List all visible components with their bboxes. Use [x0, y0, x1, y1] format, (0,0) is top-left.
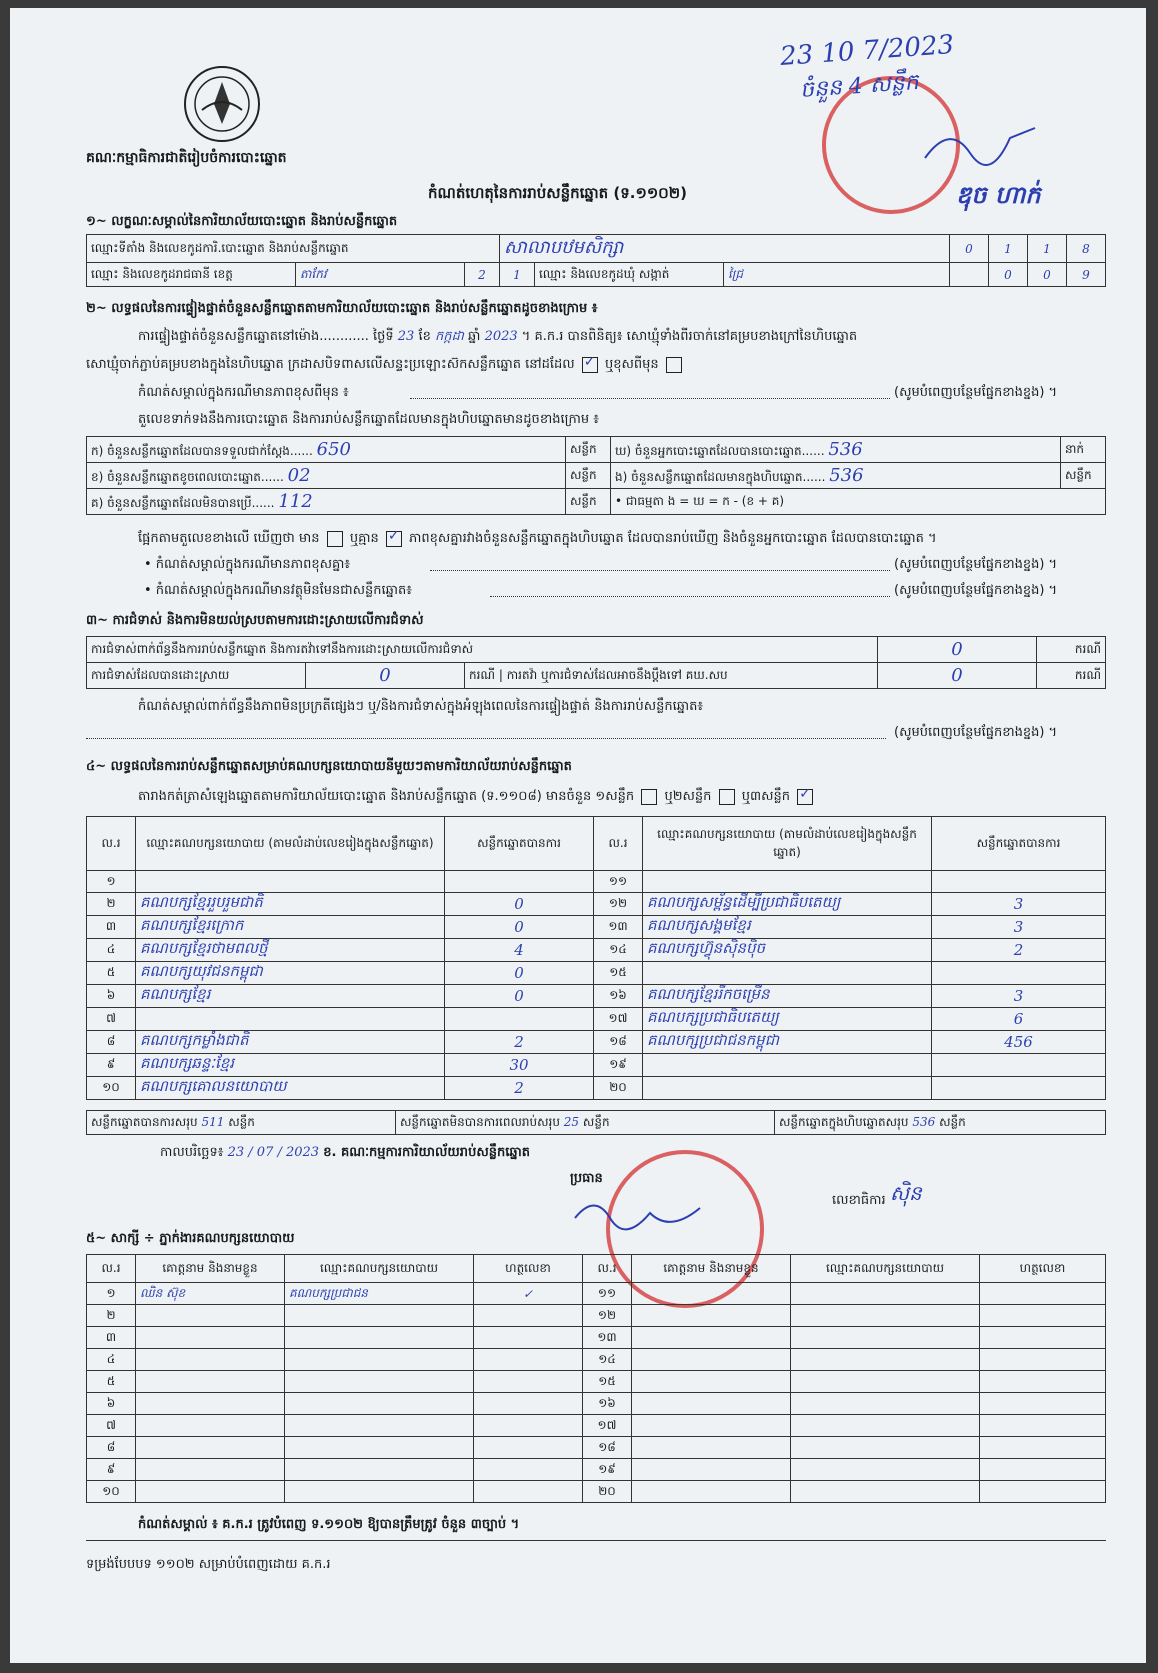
- section-2-intro-line2: [86, 356, 685, 375]
- witness-signature: [474, 1393, 583, 1415]
- row-number: ១៧: [594, 1008, 643, 1031]
- handwritten-month: កក្កដា: [435, 329, 464, 344]
- fill-hint: (សូមបំពេញបន្ថែមផ្នែកខាងខ្នង) ។: [894, 583, 1058, 598]
- row-number: ៦: [87, 1393, 136, 1415]
- witness-signature: [474, 1305, 583, 1327]
- party-votes: 0: [445, 916, 594, 939]
- intro-text: ខែ: [418, 329, 431, 344]
- party-row: [87, 916, 1106, 939]
- row-number: ៨: [87, 1437, 136, 1459]
- witness-name: [136, 1415, 285, 1437]
- row-number: ១៦: [594, 985, 643, 1008]
- party-row: [87, 985, 1106, 1008]
- witness-signature: [474, 1481, 583, 1503]
- col-name-header: គោត្តនាម និងនាមខ្លួន: [136, 1255, 285, 1283]
- row-number: ១២: [594, 893, 643, 916]
- compare-text: ភាពខុសគ្នារវាងចំនួនសន្លឹកឆ្នោតក្នុងហិបឆ្នោត ដែលបានរាប់ឃើញ និងចំនួនអ្នកបោះឆ្នោត ដែលបានបោះឆ្នោត ។: [409, 531, 937, 546]
- witness-name: [136, 1437, 285, 1459]
- note-label: កំណត់សម្គាល់ក្នុងករណីមានភាពខុសពីមុន ៖: [138, 385, 349, 400]
- complaints-table: ការជំទាស់ពាក់ព័ន្ធនឹងការរាប់សន្លឹកឆ្នោត និងការតវ៉ាទៅនឹងការដោះស្រាយលើការជំទាស់ 0 ករណី ការជំទាស់ដែលបានដោះស្រាយ 0 ករណី | ការតវ៉ា ឬការជំទាស់ដែលអាចនឹងប្តឹងទៅ គឃ.សប 0 ករណី: [86, 636, 1106, 689]
- witness-party: [285, 1437, 474, 1459]
- witness-party: [791, 1327, 980, 1349]
- row-number: ១៤: [594, 939, 643, 962]
- results-totals: [86, 1110, 1106, 1135]
- section-2-intro: [138, 328, 857, 347]
- unit-label: ករណី: [469, 667, 496, 682]
- party-votes: 0: [445, 893, 594, 916]
- polling-station-name: សាលាបឋមសិក្សា: [500, 235, 950, 263]
- party-name: គណបក្សយុវជនកម្ពុជា: [136, 962, 445, 985]
- witness-party: [285, 1393, 474, 1415]
- party-votes: [445, 871, 594, 893]
- tally-text: ឬ៣សន្លឹក: [741, 789, 790, 804]
- ballots-received-label: ក) ចំនួនសន្លឹកឆ្នោតដែលបានទទួលជាក់ស្តែង......: [91, 443, 313, 458]
- witness-signature: [474, 1327, 583, 1349]
- col-sign-header: ហត្ថលេខា: [980, 1255, 1106, 1283]
- witness-name: [136, 1327, 285, 1349]
- witness-party: គណបក្សប្រជាជន: [285, 1283, 474, 1305]
- row-number: ១២: [583, 1305, 632, 1327]
- commune-name: ជ្រៃ: [724, 263, 950, 287]
- office-label: ខ. គណៈកម្មការការិយាល័យរាប់សន្លឹកឆ្នោត: [323, 1145, 530, 1160]
- row-number: ៩: [87, 1459, 136, 1481]
- party-name: គណបក្សខ្មែររីកចម្រើន: [643, 985, 932, 1008]
- party-row: [87, 1054, 1106, 1077]
- witness-row: [87, 1349, 1106, 1371]
- form-title: កំណត់ហេតុនៃការរាប់សន្លឹកឆ្នោត (ទ.១១០២): [428, 184, 688, 202]
- handwritten-year: 2023: [484, 329, 518, 344]
- party-row: [87, 962, 1106, 985]
- unused-ballots-value: 112: [278, 490, 313, 512]
- party-name: គណបក្សខ្មែរថាមពលថ្មី: [136, 939, 445, 962]
- row-number: ២០: [583, 1481, 632, 1503]
- station-code-digit: 0: [950, 235, 989, 263]
- checkbox-3-sheets[interactable]: [797, 789, 813, 805]
- commune-code-digit: 0: [1028, 263, 1067, 287]
- row-number: ៤: [87, 1349, 136, 1371]
- unit-label: សន្លឹក: [566, 489, 611, 515]
- intro-text: ។ គ.ក.រ បានពិនិត្យ៖ សោឃ្មុំទាំងពីរចាក់នៅគម្របខាងក្រៅនៃហិបឆ្នោត: [521, 329, 858, 344]
- commission-name: គណៈកម្មាធិការជាតិរៀបចំការបោះឆ្នោត: [86, 150, 287, 166]
- party-results-table: [86, 816, 1106, 1100]
- witness-party: [791, 1415, 980, 1437]
- witness-signature: [474, 1415, 583, 1437]
- unit-label: ករណី: [1037, 637, 1106, 663]
- section-2-heading: ២~ លទ្ធផលនៃការផ្ទៀងផ្ទាត់ចំនួនសន្លឹកឆ្នោតតាមការិយាល័យបោះឆ្នោត និងរាប់សន្លឹកឆ្នោតដូចខាងក្រោម ៖: [86, 301, 598, 316]
- unit-label: សន្លឹក: [566, 463, 611, 489]
- commune-code-digit: 9: [1067, 263, 1106, 287]
- handwritten-date-note: 23 10 7/2023: [779, 29, 956, 73]
- witness-row: [87, 1371, 1106, 1393]
- voters-voted-value: 536: [828, 438, 863, 460]
- total-invalid-label: សន្លឹកឆ្នោតមិនបានការពេលរាប់សរុប: [400, 1114, 560, 1129]
- unused-ballots-label: គ) ចំនួនសន្លឹកឆ្នោតដែលមិនបានប្រើ......: [91, 495, 275, 510]
- row-number: ១: [87, 1283, 136, 1305]
- note-line-different: [138, 384, 349, 403]
- witness-party: [791, 1371, 980, 1393]
- spoiled-ballots-value: 02: [287, 464, 311, 486]
- party-votes: 0: [445, 962, 594, 985]
- col-votes-header: សន្លឹកឆ្នោតបានការ: [445, 817, 594, 871]
- col-no-header: ល.រ: [87, 817, 136, 871]
- party-name: គណបក្សប្រជាធិបតេយ្យ: [643, 1008, 932, 1031]
- comparison-line: [138, 530, 937, 549]
- witness-party: [791, 1481, 980, 1503]
- voters-voted-label: ឃ) ចំនួនអ្នកបោះឆ្នោតដែលបានបោះឆ្នោត......: [615, 443, 825, 458]
- witness-name: [632, 1393, 791, 1415]
- witness-signature: [980, 1437, 1106, 1459]
- station-code-digit: 8: [1067, 235, 1106, 263]
- intro-text: ការផ្ទៀងផ្ទាត់ចំនួនសន្លឹកឆ្នោតនៅម៉ោង............ ថ្ងៃទី: [138, 329, 394, 344]
- footer-form-id: ទម្រង់បែបបទ ១១០២ សម្រាប់បំពេញដោយ គ.ក.រ: [86, 1557, 331, 1572]
- party-votes: [932, 962, 1106, 985]
- col-no-header: ល.រ: [594, 817, 643, 871]
- checkbox-2-sheets[interactable]: [719, 789, 735, 805]
- witness-signature: [474, 1349, 583, 1371]
- date-value: 23 / 07 / 2023: [227, 1145, 320, 1160]
- row-number: ៣: [87, 916, 136, 939]
- numbers-below-label: តួលេខទាក់ទងនឹងការបោះឆ្នោត និងការរាប់សន្លឹកឆ្នោតដែលមានក្នុងហិបឆ្នោតមានដូចខាងក្រោម ៖: [138, 412, 599, 427]
- witness-party: [285, 1349, 474, 1371]
- row-number: ១៣: [594, 916, 643, 939]
- party-name: គណបក្សខ្មែរ: [136, 985, 445, 1008]
- party-name: [136, 1008, 445, 1031]
- checkbox-no-difference[interactable]: [386, 531, 402, 547]
- referred-label: ការតវ៉ា ឬការជំទាស់ដែលអាចនឹងប្តឹងទៅ គឃ.សប: [506, 667, 728, 682]
- total-valid-value: 511: [201, 1114, 225, 1129]
- party-name: គណបក្សគោលនយោបាយ: [136, 1077, 445, 1100]
- handwritten-day: 23: [397, 329, 415, 344]
- compare-text: ឬគ្មាន: [349, 531, 379, 546]
- polling-station-label: ឈ្មោះទីតាំង និងលេខកូដការិ.បោះឆ្នោត និងរាប់សន្លឹកឆ្នោត: [87, 235, 500, 263]
- witness-name: [136, 1459, 285, 1481]
- tally-text: តារាងកត់ត្រាសំឡេងឆ្នោតតាមការិយាល័យបោះឆ្នោត និងរាប់សន្លឹកឆ្នោត (ទ.១១០៨) មានចំនួន ១សន្លឹក: [138, 789, 635, 804]
- row-number: ១៨: [583, 1437, 632, 1459]
- total-invalid-value: 25: [563, 1114, 580, 1129]
- party-name: [643, 1077, 932, 1100]
- ballots-received-value: 650: [316, 438, 351, 460]
- party-votes: 4: [445, 939, 594, 962]
- unit-label: សន្លឹក: [228, 1114, 255, 1129]
- witness-signature: [980, 1349, 1106, 1371]
- witness-row: [87, 1327, 1106, 1349]
- resolved-value: 0: [306, 663, 465, 689]
- row-number: ១៣: [583, 1327, 632, 1349]
- row-number: ៩: [87, 1054, 136, 1077]
- total-box-label: សន្លឹកឆ្នោតក្នុងហិបឆ្នោតសរុប: [779, 1114, 909, 1129]
- party-row: [87, 893, 1106, 916]
- witness-signature: ✓: [474, 1283, 583, 1305]
- party-votes: [932, 1054, 1106, 1077]
- witness-party: [791, 1283, 980, 1305]
- party-votes: 30: [445, 1054, 594, 1077]
- signing-date-line: [160, 1144, 530, 1163]
- witness-signature: [980, 1481, 1106, 1503]
- witness-name: [632, 1305, 791, 1327]
- section-1-heading: ១~ លក្ខណៈសម្គាល់នៃការិយាល័យបោះឆ្នោត និងរាប់សន្លឹកឆ្នោត: [86, 214, 398, 229]
- witness-party: [791, 1349, 980, 1371]
- row-number: ១៦: [583, 1393, 632, 1415]
- checkbox-same-seal[interactable]: [582, 357, 598, 373]
- witness-party: [285, 1371, 474, 1393]
- witness-name: [632, 1481, 791, 1503]
- party-row: [87, 1031, 1106, 1054]
- resolved-label: ការជំទាស់ដែលបានដោះស្រាយ: [87, 663, 306, 689]
- row-number: ២០: [594, 1077, 643, 1100]
- tally-text: ឬ២សន្លឹក: [664, 789, 712, 804]
- witness-name: [632, 1327, 791, 1349]
- row-number: ៥: [87, 962, 136, 985]
- handwritten-signer-name: ឌុច ហាក់: [956, 180, 1041, 209]
- party-votes: 456: [932, 1031, 1106, 1054]
- station-code-digit: 1: [1028, 235, 1067, 263]
- unit-label: សន្លឹក: [939, 1114, 966, 1129]
- witness-row: [87, 1393, 1106, 1415]
- col-party-header: ឈ្មោះគណបក្សនយោបាយ: [285, 1255, 474, 1283]
- unit-label: ករណី: [1037, 663, 1106, 689]
- party-row: [87, 871, 1106, 893]
- col-party-header: ឈ្មោះគណបក្សនយោបាយ: [791, 1255, 980, 1283]
- witness-signature: [980, 1305, 1106, 1327]
- witness-signature: [474, 1437, 583, 1459]
- witness-name: [632, 1349, 791, 1371]
- witness-signature: [980, 1283, 1106, 1305]
- intro-text: ឬខុសពីមុន: [604, 357, 659, 372]
- witness-row: [87, 1481, 1106, 1503]
- party-name: គណបក្សឆន្ទៈខ្មែរ: [136, 1054, 445, 1077]
- witness-name: [136, 1393, 285, 1415]
- row-number: ២: [87, 893, 136, 916]
- complaints-related-label: ការជំទាស់ពាក់ព័ន្ធនឹងការរាប់សន្លឹកឆ្នោត និងការតវ៉ាទៅនឹងការដោះស្រាយលើការជំទាស់: [87, 637, 878, 663]
- note-non-ballot: • កំណត់សម្គាល់ក្នុងករណីមានវត្ថុមិនមែនជាសន្លឹកឆ្នោត៖: [144, 583, 412, 598]
- row-number: ៧: [87, 1008, 136, 1031]
- witness-signature: [980, 1327, 1106, 1349]
- witness-row: [87, 1305, 1106, 1327]
- witness-party: [791, 1393, 980, 1415]
- witness-name: [136, 1305, 285, 1327]
- witness-signature: [980, 1393, 1106, 1415]
- section-4-heading: ៤~ លទ្ធផលនៃការរាប់សន្លឹកឆ្នោតសម្រាប់គណបក្សនយោបាយនីមួយៗតាមការិយាល័យរាប់សន្លឹកឆ្នោត: [86, 759, 572, 774]
- signature-top: [920, 118, 1040, 178]
- province-code-digit: 2: [465, 263, 500, 287]
- row-number: ៦: [87, 985, 136, 1008]
- row-number: ១៧: [583, 1415, 632, 1437]
- party-votes: 3: [932, 893, 1106, 916]
- row-number: ៤: [87, 939, 136, 962]
- witness-party: [791, 1305, 980, 1327]
- total-valid-label: សន្លឹកឆ្នោតបានការសរុប: [91, 1114, 198, 1129]
- unit-label: នាក់: [1061, 437, 1106, 463]
- party-votes: 0: [445, 985, 594, 1008]
- witness-name: ឈិន ស៊ុខ: [136, 1283, 285, 1305]
- witness-name: [632, 1283, 791, 1305]
- section-1-table: [86, 234, 1106, 287]
- col-name-header: គោត្តនាម និងនាមខ្លួន: [632, 1255, 791, 1283]
- footer-note: កំណត់សម្គាល់ ៖ គ.ក.រ ត្រូវបំពេញ ទ.១១០២ ឱ្យបានត្រឹមត្រូវ ចំនួន ៣ច្បាប់ ។: [138, 1517, 520, 1532]
- section-3-heading: ៣~ ការជំទាស់ និងការមិនយល់ស្របតាមការដោះស្រាយលើការជំទាស់: [86, 613, 424, 628]
- secretary-label: លេខាធិការ: [832, 1193, 886, 1208]
- party-row: [87, 1008, 1106, 1031]
- spoiled-ballots-label: ខ) ចំនួនសន្លឹកឆ្នោតខូចពេលបោះឆ្នោត......: [91, 469, 284, 484]
- party-name: គណបក្សសម្ព័ន្ធដើម្បីប្រជាធិបតេយ្យ: [643, 893, 932, 916]
- row-number: ១០: [87, 1077, 136, 1100]
- province-name: តាកែវ: [296, 263, 465, 287]
- form-sheet: [10, 8, 1146, 1663]
- row-number: ១: [87, 871, 136, 893]
- referred-value: 0: [878, 663, 1037, 689]
- party-row: [87, 1077, 1106, 1100]
- row-number: ១៨: [594, 1031, 643, 1054]
- party-votes: [932, 1077, 1106, 1100]
- intro-text: ឆ្នាំ: [468, 329, 481, 344]
- intro-text: សោឃ្មុំចាក់ភ្ជាប់គម្របខាងក្នុងនៃហិបឆ្នោត ក្រដាសបិទពាសលើសន្ទះប្រឡោះស៊កសន្លឹកឆ្នោត នៅដដែល: [86, 357, 575, 372]
- checkbox-1-sheet[interactable]: [641, 789, 657, 805]
- total-box-value: 536: [912, 1114, 936, 1129]
- fill-hint: (សូមបំពេញបន្ថែមផ្នែកខាងខ្នង) ។: [894, 557, 1058, 572]
- witness-row: [87, 1415, 1106, 1437]
- row-number: ១៩: [594, 1054, 643, 1077]
- party-name: គណបក្សខ្មែររួបរួមជាតិ: [136, 893, 445, 916]
- unit-label: សន្លឹក: [566, 437, 611, 463]
- note-irregularities: កំណត់សម្គាល់ពាក់ព័ន្ធនឹងភាពមិនប្រក្រតីផ្សេងៗ ឬ/និងការជំទាស់ក្នុងអំឡុងពេលនៃការផ្ទៀងផ្ទាត់ និងការរាប់សន្លឹកឆ្នោត៖: [138, 699, 704, 714]
- tally-sheet-line: [138, 788, 816, 807]
- province-code-digit: 1: [500, 263, 535, 287]
- col-votes-header: សន្លឹកឆ្នោតបានការ: [932, 817, 1106, 871]
- row-number: ៧: [87, 1415, 136, 1437]
- witness-name: [136, 1371, 285, 1393]
- witness-row: [87, 1437, 1106, 1459]
- row-number: ៣: [87, 1327, 136, 1349]
- commission-emblem: [182, 64, 262, 144]
- handwritten-note-line2: ចំនួន 4 សន្លឹក: [799, 69, 920, 104]
- row-number: ១៩: [583, 1459, 632, 1481]
- col-party-header: ឈ្មោះគណបក្សនយោបាយ (តាមលំដាប់លេខរៀងក្នុងសន្លឹកឆ្នោត): [136, 817, 445, 871]
- witness-name: [136, 1481, 285, 1503]
- row-number: ៥: [87, 1371, 136, 1393]
- row-number: ១៤: [583, 1349, 632, 1371]
- date-label: កាលបរិច្ឆេទ៖: [160, 1145, 224, 1160]
- commune-code-digit: 0: [989, 263, 1028, 287]
- party-name: គណបក្សប្រជាជនកម្ពុជា: [643, 1031, 932, 1054]
- ballots-in-box-value: 536: [829, 464, 864, 486]
- col-party-header: ឈ្មោះគណបក្សនយោបាយ (តាមលំដាប់លេខរៀងក្នុងសន្លឹកឆ្នោត): [643, 817, 932, 871]
- checkbox-has-difference[interactable]: [327, 531, 343, 547]
- witness-signature: [980, 1371, 1106, 1393]
- witness-party: [285, 1415, 474, 1437]
- row-number: ១១: [583, 1283, 632, 1305]
- row-number: ១១: [594, 871, 643, 893]
- party-name: គណបក្សហ៊្វុនស៊ិនប៉ិច: [643, 939, 932, 962]
- compare-text: ផ្អែកតាមតួលេខខាងលើ ឃើញថា មាន: [138, 531, 320, 546]
- commune-label: ឈ្មោះ និងលេខកូដឃុំ សង្កាត់: [535, 263, 724, 287]
- witness-party: [791, 1459, 980, 1481]
- unit-label: សន្លឹក: [1061, 463, 1106, 489]
- witness-name: [632, 1437, 791, 1459]
- party-votes: 3: [932, 985, 1106, 1008]
- secretary-signature: ស៊ិន: [890, 1181, 922, 1205]
- witness-signature: [474, 1371, 583, 1393]
- witness-name: [632, 1371, 791, 1393]
- row-number: ៨: [87, 1031, 136, 1054]
- row-number: ១០: [87, 1481, 136, 1503]
- witness-party: [285, 1481, 474, 1503]
- ballots-in-box-label: ង) ចំនួនសន្លឹកឆ្នោតដែលមានក្នុងហិបឆ្នោត......: [615, 469, 826, 484]
- party-name: [643, 962, 932, 985]
- party-votes: 3: [932, 916, 1106, 939]
- fill-hint: (សូមបំពេញបន្ថែមផ្នែកខាងខ្នង) ។: [894, 385, 1058, 400]
- party-name: គណបក្សកម្លាំងជាតិ: [136, 1031, 445, 1054]
- ballot-count-table: [86, 436, 1106, 515]
- party-name: គណបក្សសង្គមខ្មែរ: [643, 916, 932, 939]
- witness-party: [285, 1327, 474, 1349]
- party-votes: 2: [932, 939, 1106, 962]
- witnesses-table: [86, 1254, 1106, 1503]
- province-label: ឈ្មោះ និងលេខកូដរាជធានី ខេត្ត: [87, 263, 296, 287]
- witness-name: [136, 1349, 285, 1371]
- complaints-related-value: 0: [878, 637, 1037, 663]
- checkbox-different-seal[interactable]: [666, 357, 682, 373]
- formula-text: • ជាធម្មតា ង = ឃ = ក - (ខ + គ): [611, 489, 1106, 515]
- witness-party: [285, 1459, 474, 1481]
- witness-name: [632, 1459, 791, 1481]
- witness-row: [87, 1283, 1106, 1305]
- col-sign-header: ហត្ថលេខា: [474, 1255, 583, 1283]
- row-number: ១៥: [583, 1371, 632, 1393]
- note-difference: • កំណត់សម្គាល់ក្នុងករណីមានភាពខុសគ្នា៖: [144, 557, 351, 572]
- witness-name: [632, 1415, 791, 1437]
- party-votes: 2: [445, 1077, 594, 1100]
- party-name: [643, 1054, 932, 1077]
- party-name: [136, 871, 445, 893]
- col-no-header: ល.រ: [87, 1255, 136, 1283]
- witness-signature: [980, 1459, 1106, 1481]
- party-name: គណបក្សខ្មែរក្រោក: [136, 916, 445, 939]
- party-votes: [445, 1008, 594, 1031]
- row-number: ១៥: [594, 962, 643, 985]
- row-number: ២: [87, 1305, 136, 1327]
- witness-row: [87, 1459, 1106, 1481]
- chairman-signature: [570, 1188, 730, 1248]
- witness-party: [791, 1437, 980, 1459]
- fill-hint: (សូមបំពេញបន្ថែមផ្នែកខាងខ្នង) ។: [894, 725, 1058, 740]
- section-5-heading: ៥~ សាក្សី ÷ ភ្នាក់ងារគណបក្សនយោបាយ: [86, 1231, 295, 1246]
- witness-signature: [980, 1415, 1106, 1437]
- col-no-header: ល.រ: [583, 1255, 632, 1283]
- party-row: [87, 939, 1106, 962]
- chairman-label: ប្រធាន: [570, 1171, 603, 1186]
- party-name: [643, 871, 932, 893]
- unit-label: សន្លឹក: [582, 1114, 610, 1129]
- party-votes: 2: [445, 1031, 594, 1054]
- party-votes: [932, 871, 1106, 893]
- witness-party: [285, 1305, 474, 1327]
- station-code-digit: 1: [989, 235, 1028, 263]
- party-votes: 6: [932, 1008, 1106, 1031]
- witness-signature: [474, 1459, 583, 1481]
